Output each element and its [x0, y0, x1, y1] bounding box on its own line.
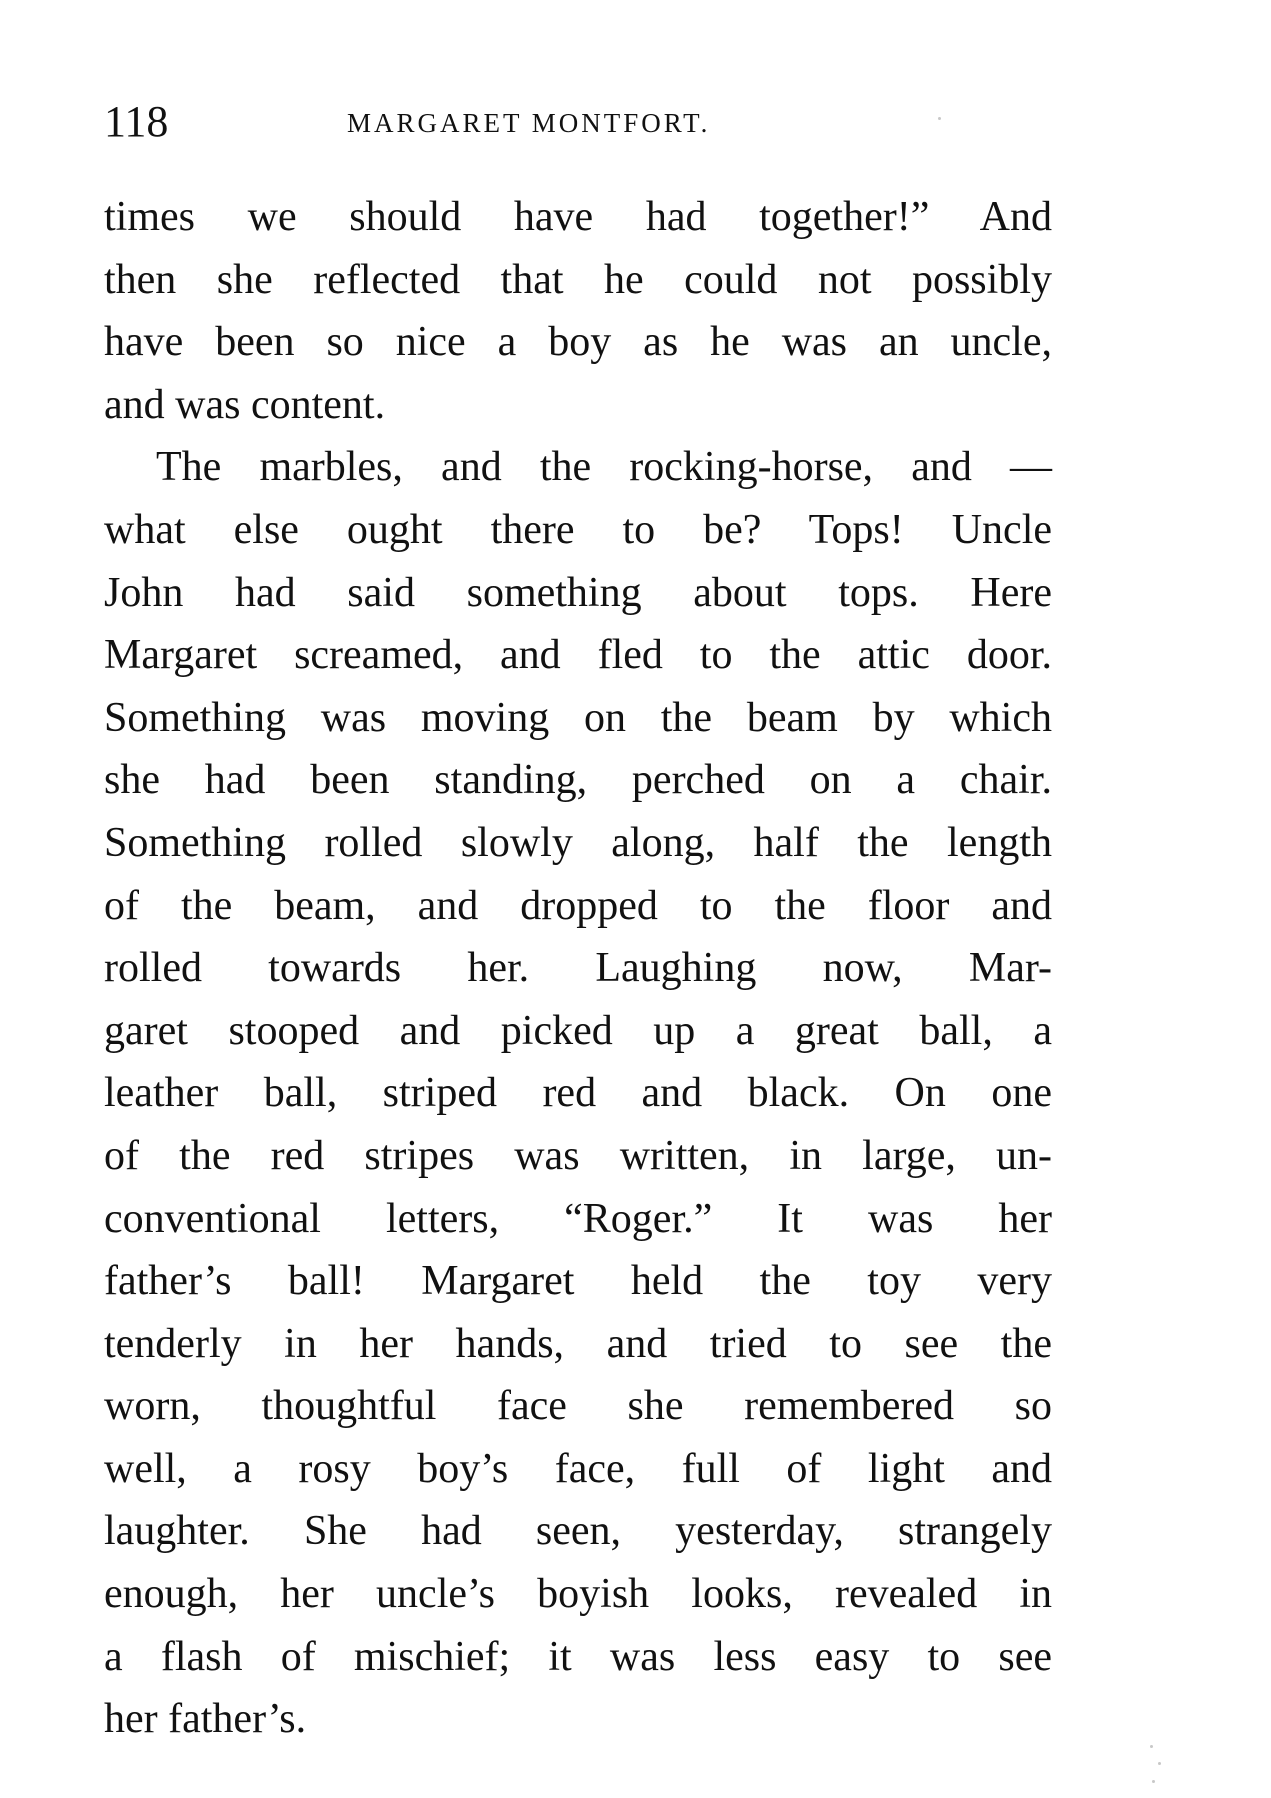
book-title: MARGARET MONTFORT. [347, 108, 711, 138]
text-line: enough, her uncle’s boyish looks, revealed in [104, 1571, 1052, 1618]
text-line: John had said something about tops. Here [104, 569, 1052, 616]
text-line: her father’s. [104, 1696, 307, 1743]
text-line: conventional letters, “Roger.” It was her [104, 1195, 1052, 1242]
text-line: what else ought there to be? Tops! Uncle [104, 506, 1052, 553]
text-line: father’s ball! Margaret held the toy very [104, 1258, 1052, 1305]
text-line: laughter. She had seen, yesterday, strangely [104, 1508, 1052, 1555]
paper-speck [1158, 1762, 1161, 1765]
text-line: of the beam, and dropped to the floor and [104, 882, 1052, 929]
text-line: Something was moving on the beam by which [104, 694, 1052, 741]
text-line: she had been standing, perched on a chair. [104, 757, 1052, 804]
text-line: worn, thoughtful face she remembered so [104, 1383, 1052, 1430]
running-head [104, 92, 824, 152]
text-line: well, a rosy boy’s face, full of light and [104, 1445, 1052, 1492]
text-line: The marbles, and the rocking-horse, and — [156, 444, 1052, 491]
text-line: times we should have had together!” And [104, 194, 1052, 240]
paper-speck [938, 117, 941, 120]
text-line: leather ball, striped red and black. On one [104, 1070, 1052, 1117]
paper-speck [1150, 1745, 1153, 1748]
text-line: rolled towards her. Laughing now, Mar- [104, 945, 1052, 992]
page-number: 118 [104, 97, 169, 146]
body-text [104, 186, 1052, 1751]
text-line: and was content. [104, 381, 386, 428]
text-line: garet stooped and picked up a great ball, a [104, 1007, 1052, 1054]
text-line: then she reflected that he could not possibly [104, 256, 1052, 303]
text-line: Margaret screamed, and fled to the attic door. [104, 632, 1052, 679]
text-line: Something rolled slowly along, half the length [104, 819, 1052, 866]
text-line: of the red stripes was written, in large, un- [104, 1132, 1052, 1179]
text-line: have been so nice a boy as he was an uncle, [104, 319, 1052, 366]
paper-speck [1152, 1780, 1155, 1783]
text-line: tenderly in her hands, and tried to see the [104, 1320, 1052, 1367]
text-line: a flash of mischief; it was less easy to see [104, 1633, 1052, 1680]
